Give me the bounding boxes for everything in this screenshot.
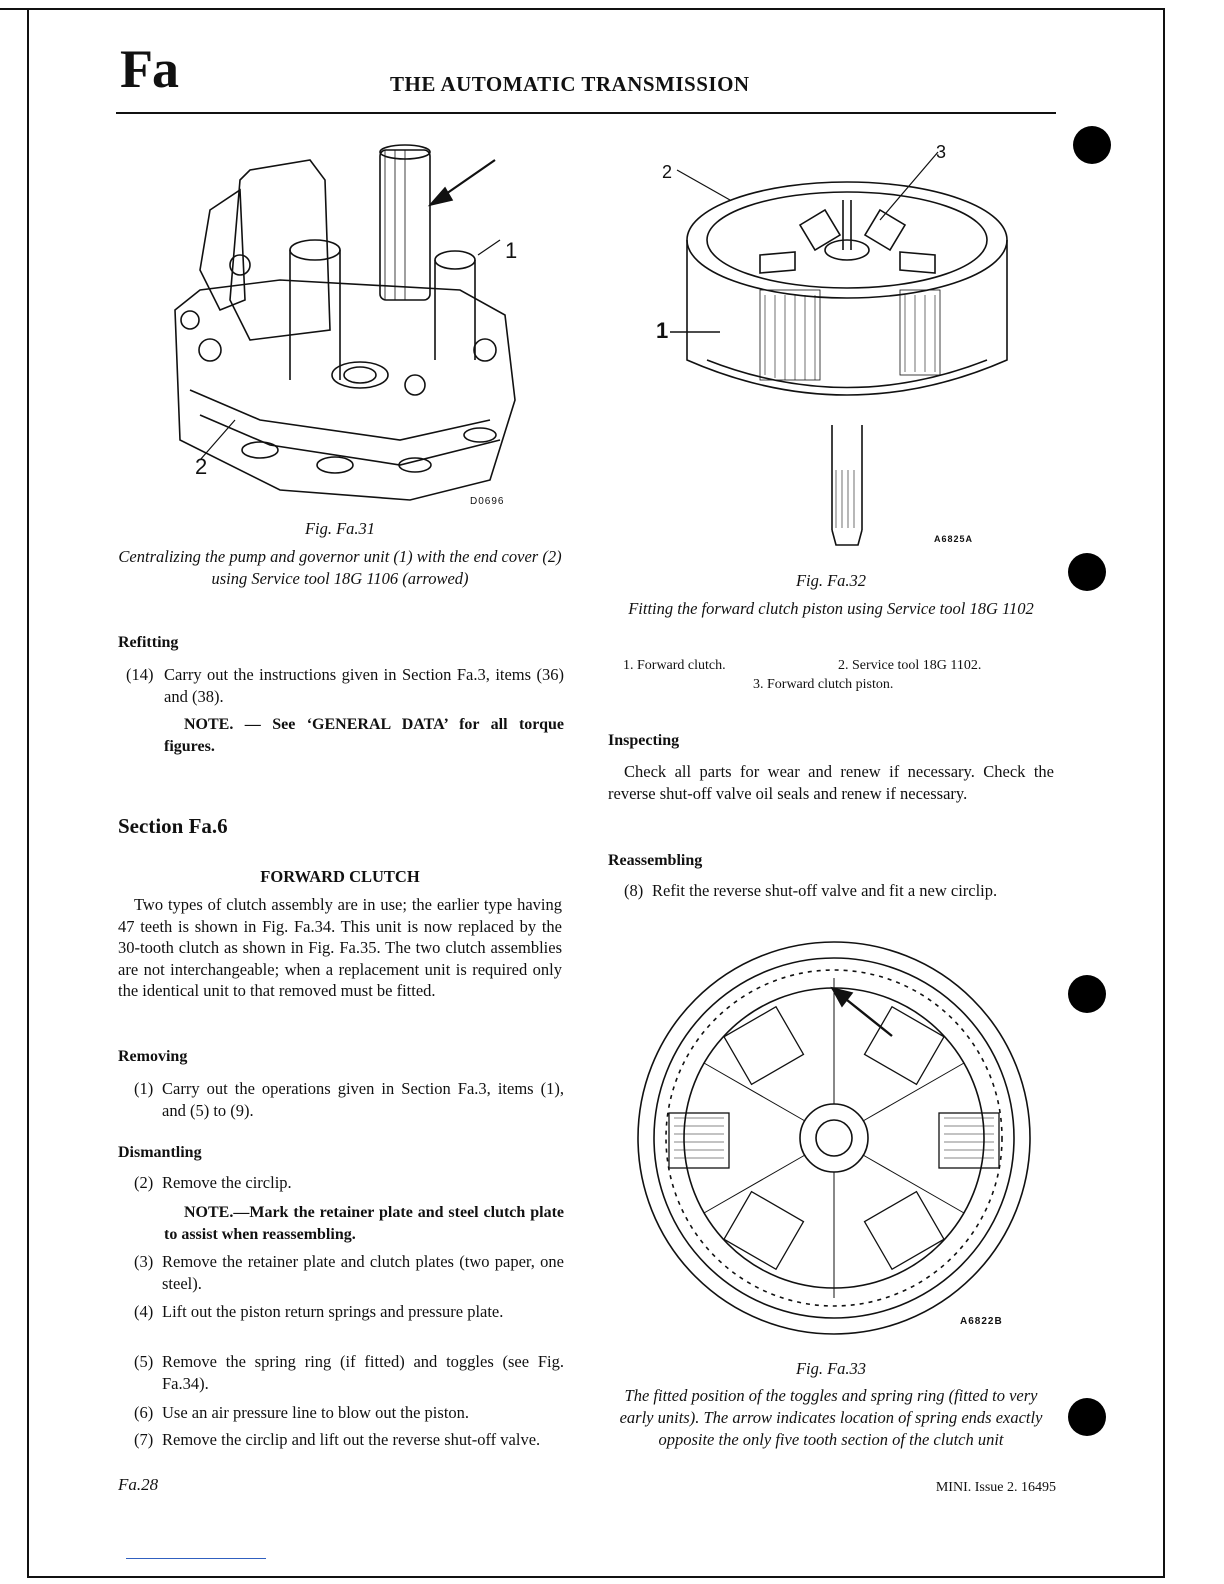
reassembling-heading: Reassembling bbox=[608, 852, 703, 869]
removing-item-1 bbox=[134, 1078, 564, 1121]
header-rule bbox=[116, 112, 1056, 114]
fig32-legend-1: 1. Forward clutch. bbox=[623, 658, 726, 673]
binder-hole-3 bbox=[1068, 975, 1106, 1013]
dismantling-item-6 bbox=[134, 1402, 564, 1424]
item-text: Carry out the operations given in Section Fa.3, items (1), and (5) to (9). bbox=[162, 1079, 564, 1120]
issue-info: MINI. Issue 2. 16495 bbox=[935, 1480, 1056, 1495]
item-number: (2) bbox=[134, 1173, 154, 1192]
left-frame-line bbox=[27, 8, 29, 1578]
removing-heading: Removing bbox=[118, 1048, 188, 1065]
item-number: (14) bbox=[126, 665, 154, 684]
item-number: (6) bbox=[134, 1403, 154, 1422]
section-heading: Section Fa.6 bbox=[118, 814, 228, 838]
item-text: Lift out the piston return springs and pressure plate. bbox=[162, 1302, 504, 1321]
refitting-item-14 bbox=[126, 664, 564, 707]
fig32-label: Fig. Fa.32 bbox=[795, 571, 867, 590]
reassembling-item-8 bbox=[624, 880, 1054, 902]
inspecting-text: Check all parts for wear and renew if necessary. Check the reverse shut-off valve oil seals and renew if necessary. bbox=[608, 762, 1054, 803]
fig32-callout-2: 2 bbox=[662, 162, 673, 182]
dismantling-heading: Dismantling bbox=[118, 1144, 202, 1161]
fig33-illustration bbox=[634, 938, 1034, 1338]
refitting-note: NOTE. — See ‘GENERAL DATA’ for all torque figures. bbox=[164, 716, 564, 755]
item-text: Remove the circlip. bbox=[162, 1173, 292, 1192]
fig31-callout-1: 1 bbox=[505, 238, 518, 263]
dismantling-item-4 bbox=[134, 1301, 564, 1323]
dismantling-item-5 bbox=[134, 1351, 564, 1394]
fig33-label: Fig. Fa.33 bbox=[795, 1359, 867, 1378]
fig31-caption: Centralizing the pump and governor unit (1) with the end cover (2) using Service tool 18G 1106 (arrowed) bbox=[118, 547, 562, 588]
item-text: Use an air pressure line to blow out the piston. bbox=[162, 1403, 470, 1422]
right-frame-line bbox=[1163, 8, 1165, 1578]
refitting-heading: Refitting bbox=[118, 634, 179, 651]
item-number: (5) bbox=[134, 1352, 154, 1371]
item-text: Remove the spring ring (if fitted) and toggles (see Fig. Fa.34). bbox=[162, 1352, 564, 1393]
fig33-caption: The fitted position of the toggles and spring ring (fitted to very early units). The arrow indicates location of spring ends exactly opposite the only five tooth section of the clutch unit bbox=[619, 1386, 1043, 1449]
item-number: (4) bbox=[134, 1302, 154, 1321]
bottom-frame-line bbox=[27, 1576, 1165, 1578]
fig32-code: A6825A bbox=[934, 534, 974, 544]
item-number: (7) bbox=[134, 1430, 154, 1449]
fig32-callout-3: 3 bbox=[936, 142, 947, 162]
binder-hole-2 bbox=[1068, 553, 1106, 591]
dismantling-item-2 bbox=[134, 1172, 564, 1194]
fig32-illustration bbox=[650, 140, 1030, 570]
dismantling-item-7 bbox=[134, 1429, 564, 1451]
binder-hole-4 bbox=[1068, 1398, 1106, 1436]
page-number: Fa.28 bbox=[118, 1475, 159, 1494]
inspecting-heading: Inspecting bbox=[608, 732, 680, 749]
binder-hole-1 bbox=[1073, 126, 1111, 164]
page-title: THE AUTOMATIC TRANSMISSION bbox=[390, 72, 750, 96]
fig32-legend-3: 3. Forward clutch piston. bbox=[753, 677, 894, 692]
fig31-label: Fig. Fa.31 bbox=[304, 519, 376, 538]
item-text: Remove the retainer plate and clutch plates (two paper, one steel). bbox=[162, 1252, 564, 1293]
item-text: Refit the reverse shut-off valve and fit a new circlip. bbox=[652, 881, 998, 900]
dismantling-note: NOTE.—Mark the retainer plate and steel clutch plate to assist when reassembling. bbox=[164, 1204, 564, 1243]
fig33-code: A6822B bbox=[960, 1316, 1003, 1327]
fig32-caption: Fitting the forward clutch piston using Service tool 18G 1102 bbox=[628, 599, 1034, 618]
fig31-illustration bbox=[160, 140, 530, 510]
section-subheading: FORWARD CLUTCH bbox=[260, 867, 420, 886]
top-frame-line bbox=[0, 8, 1165, 10]
footer-rule bbox=[126, 1558, 266, 1559]
item-text: Carry out the instructions given in Section Fa.3, items (36) and (38). bbox=[164, 665, 564, 706]
item-number: (3) bbox=[134, 1252, 154, 1271]
fig32-callout-1: 1 bbox=[656, 318, 669, 343]
fig31-code: D0696 bbox=[470, 496, 505, 507]
section-code: Fa bbox=[120, 39, 178, 99]
fig31-callout-2: 2 bbox=[195, 454, 208, 479]
fig32-legend-2: 2. Service tool 18G 1102. bbox=[838, 658, 982, 673]
item-text: Remove the circlip and lift out the reverse shut-off valve. bbox=[162, 1430, 541, 1449]
item-number: (1) bbox=[134, 1079, 154, 1098]
item-number: (8) bbox=[624, 881, 644, 900]
section-intro: Two types of clutch assembly are in use; the earlier type having 47 teeth is shown in Fig. Fa.34. This unit is now replaced by the 30-tooth clutch as shown in Fig. Fa.35. The two clutch assemblies are not interchangeable; when a replacement unit is required only the identical unit to that removed must be fitted. bbox=[118, 895, 562, 1000]
dismantling-item-3 bbox=[134, 1251, 564, 1294]
